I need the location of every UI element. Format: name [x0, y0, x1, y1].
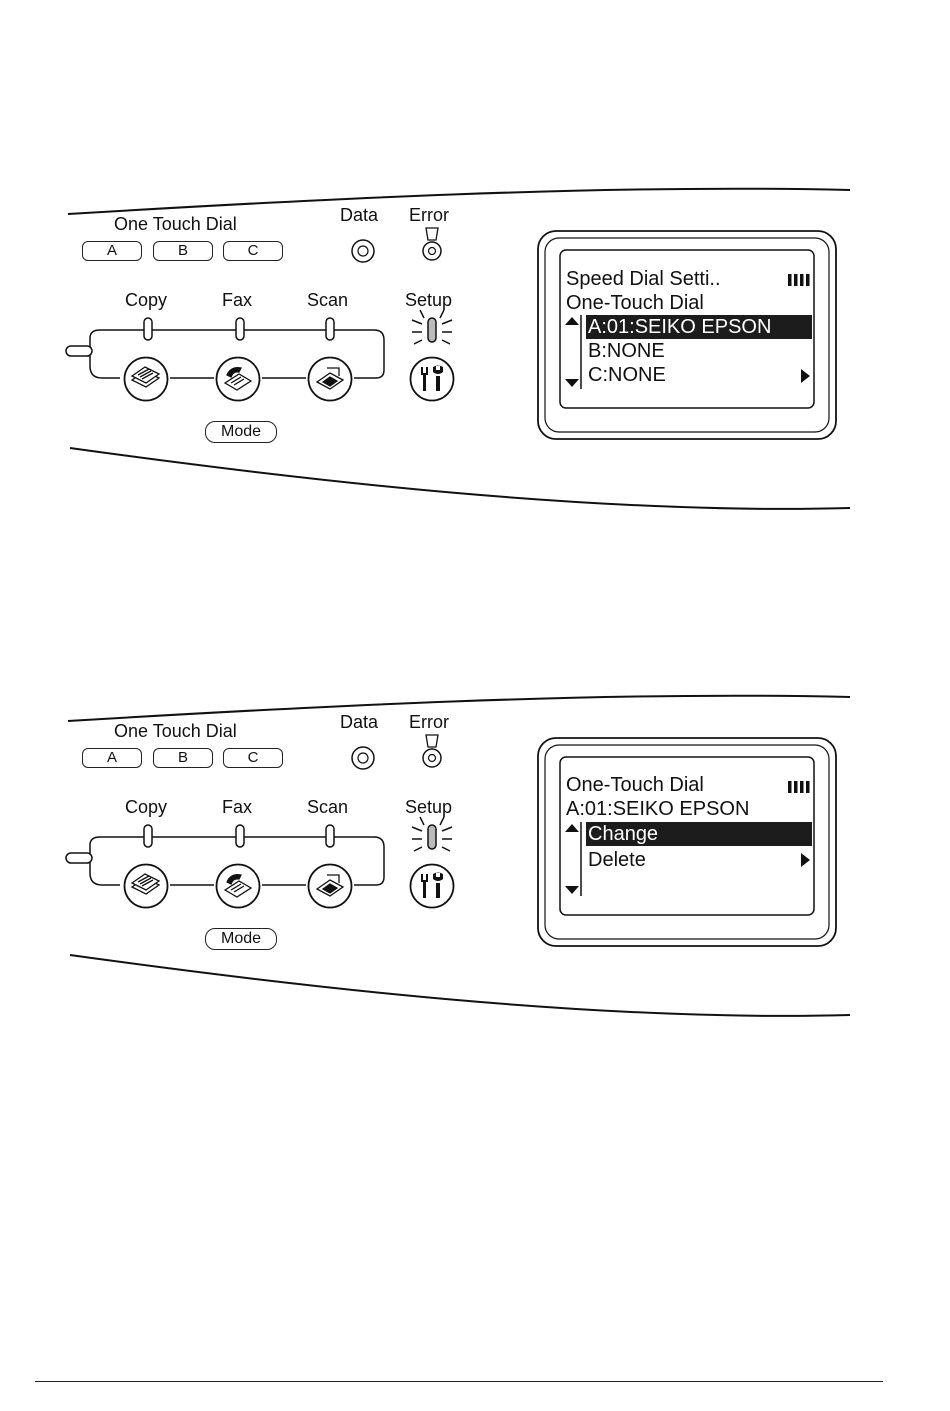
copy-mode-label: Copy — [125, 290, 168, 310]
copy-button[interactable] — [123, 863, 169, 909]
fax-mode-label: Fax — [222, 290, 253, 310]
signal-bars-icon — [788, 781, 810, 793]
lcd-scrollbar — [562, 315, 582, 389]
scroll-down-arrow-icon — [565, 886, 579, 894]
lcd-list-item[interactable]: Delete — [588, 849, 646, 871]
error-indicator-label: Error — [409, 712, 449, 732]
copy-button[interactable] — [123, 356, 169, 402]
lcd-list — [562, 315, 814, 391]
one-touch-button-a[interactable]: A — [82, 241, 142, 261]
mode-button[interactable]: Mode — [205, 928, 277, 950]
one-touch-button-b[interactable]: B — [153, 241, 213, 261]
lcd-list-item[interactable]: A:01:SEIKO EPSON — [586, 315, 812, 339]
mode-button[interactable]: Mode — [205, 421, 277, 443]
setup-button[interactable] — [409, 356, 455, 402]
scroll-up-arrow-icon — [565, 317, 579, 325]
lcd-subtitle-line: One-Touch Dial — [566, 292, 704, 314]
fax-button[interactable] — [215, 356, 261, 402]
one-touch-dial-label: One Touch Dial — [114, 721, 237, 741]
setup-mode-label: Setup — [405, 797, 453, 817]
one-touch-button-c[interactable]: C — [223, 241, 283, 261]
error-indicator-label: Error — [409, 205, 449, 225]
control-panel-1 — [0, 180, 950, 520]
copy-mode-label: Copy — [125, 797, 168, 817]
data-indicator-label: Data — [340, 712, 379, 732]
right-arrow-icon — [801, 369, 811, 383]
lcd-list — [562, 822, 814, 898]
scan-mode-label: Scan — [307, 797, 349, 817]
scroll-up-arrow-icon — [565, 824, 579, 832]
signal-bars-icon — [788, 274, 810, 286]
lcd-subtitle-line: A:01:SEIKO EPSON — [566, 798, 750, 820]
lcd-scrollbar — [562, 822, 582, 896]
one-touch-button-c[interactable]: C — [223, 748, 283, 768]
scroll-down-arrow-icon — [565, 379, 579, 387]
one-touch-dial-label: One Touch Dial — [114, 214, 237, 234]
one-touch-button-b[interactable]: B — [153, 748, 213, 768]
one-touch-button-a[interactable]: A — [82, 748, 142, 768]
control-panel-2 — [0, 687, 950, 1027]
scan-mode-label: Scan — [307, 290, 349, 310]
data-indicator-label: Data — [340, 205, 379, 225]
lcd-list-item[interactable]: B:NONE — [588, 340, 665, 362]
lcd-title-line: Speed Dial Setti.. — [566, 268, 721, 290]
page-footer-rule — [35, 1381, 883, 1382]
scan-button[interactable] — [307, 863, 353, 909]
setup-mode-label: Setup — [405, 290, 453, 310]
lcd-list-item[interactable]: Change — [586, 822, 812, 846]
lcd-title-line: One-Touch Dial — [566, 774, 704, 796]
right-arrow-icon — [801, 853, 811, 867]
setup-button[interactable] — [409, 863, 455, 909]
scan-button[interactable] — [307, 356, 353, 402]
lcd-list-item[interactable]: C:NONE — [588, 364, 666, 386]
fax-button[interactable] — [215, 863, 261, 909]
fax-mode-label: Fax — [222, 797, 253, 817]
